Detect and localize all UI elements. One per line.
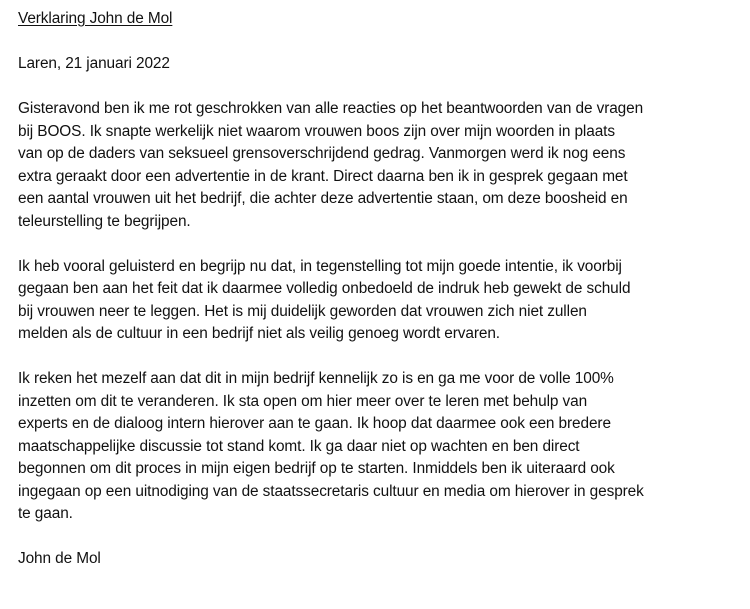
paragraph-line: gegaan ben aan het feit dat ik daarmee volledig onbedoeld de indruk heb gewekt de schuld (18, 280, 631, 297)
paragraph-line: teleurstelling te begrijpen. (18, 212, 191, 230)
paragraph-line: bij vrouwen neer te leggen. Het is mij duidelijk geworden dat vrouwen zich niet zullen (18, 302, 587, 320)
paragraph-line: inzetten om dit te veranderen. Ik sta open om hier meer over te leren met behulp van (18, 392, 588, 410)
paragraph-line: van op de daders van seksueel grensoverschrijdend gedrag. Vanmorgen werd ik nog eens (18, 145, 626, 162)
statement-document (18, 8, 738, 571)
signature: John de Mol (18, 550, 101, 567)
paragraph-line: extra geraakt door een advertentie in de krant. Direct daarna ben ik in gesprek gegaan met (18, 167, 628, 185)
paragraph-line: te gaan. (18, 505, 73, 522)
paragraph-line: bij BOOS. Ik snapte werkelijk niet waarom vrouwen boos zijn over mijn woorden in plaats (18, 122, 615, 140)
paragraph-line: ingegaan op een uitnodiging van de staatssecretaris cultuur en media om hierover in gesprek (18, 482, 644, 500)
paragraph-line: een aantal vrouwen uit het bedrijf, die achter deze advertentie staan, om deze boosheid en (18, 190, 628, 207)
paragraph-line: Ik reken het mezelf aan dat dit in mijn bedrijf kennelijk zo is en ga me voor de volle 100% (18, 370, 614, 387)
dateline: Laren, 21 januari 2022 (18, 55, 170, 72)
paragraph-2 (18, 256, 738, 346)
paragraph-line: melden als de cultuur in een bedrijf niet als veilig genoeg wordt ervaren. (18, 325, 500, 342)
paragraph-line: Ik heb vooral geluisterd en begrijp nu dat, in tegenstelling tot mijn goede intentie, ik voorbij (18, 257, 622, 275)
paragraph-1 (18, 98, 738, 233)
paragraph-line: begonnen om dit proces in mijn eigen bedrijf op te starten. Inmiddels ben ik uiteraard ook (18, 460, 615, 477)
document-title: Verklaring John de Mol (18, 10, 173, 27)
paragraph-line: maatschappelijke discussie tot stand komt. Ik ga daar niet op wachten en ben direct (18, 437, 580, 455)
paragraph-line: Gisteravond ben ik me rot geschrokken van alle reacties op het beantwoorden van de vragen (18, 100, 644, 117)
paragraph-3 (18, 368, 738, 526)
paragraph-line: experts en de dialoog intern hierover aan te gaan. Ik hoop dat daarmee ook een bredere (18, 415, 611, 432)
